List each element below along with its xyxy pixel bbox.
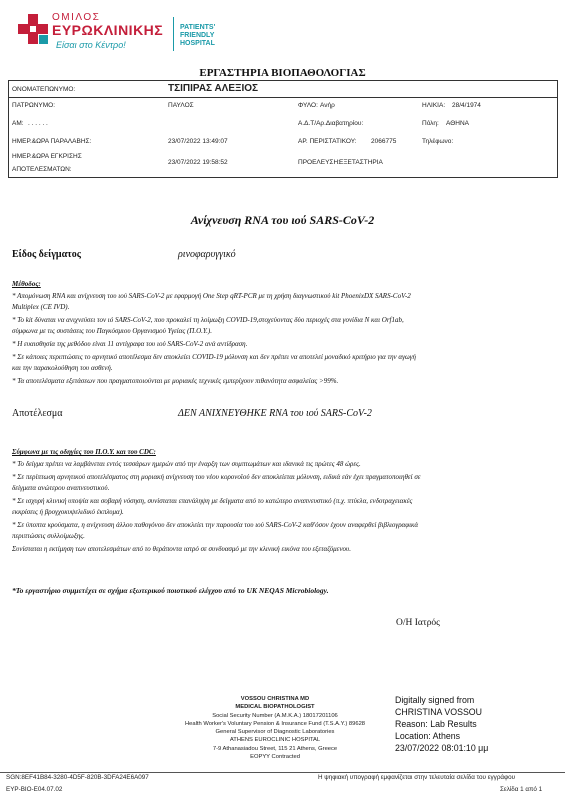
age-label: ΗΛΙΚΙΑ: <box>422 102 446 109</box>
guideline-line: * Σε περίπτωση αρνητικού αποτελέσματος στη μοριακή ανίχνευση του νέου κορονοϊού δεν αποκλείεται μόλυνση, ειδικά εάν έχει πραγματοποιηθεί σε <box>12 473 421 481</box>
guideline-line: Συνίσταται η εκτίμηση των αποτελεσμάτων από το θεράποντα ιατρό σε συνδυασμό με την κλινική εικόνα του εξεταζόμενου. <box>12 545 352 553</box>
incident-label: ΑΡ. ΠΕΡΙΣΤΑΤΙΚΟΥ: <box>298 138 357 145</box>
digital-signature <box>395 694 488 754</box>
specimen-value: ρινοφαρυγγικό <box>178 249 236 260</box>
signature-date: 23/07/2022 08:01:10 μμ <box>395 743 489 753</box>
guideline-line: περιπτώσεις συλλοίμωξης. <box>12 532 85 540</box>
stamp-role: General Supervisor of Diagnostic Laboratories <box>215 729 335 736</box>
method-heading: Μέθοδος: <box>12 280 41 288</box>
lab-title: ΕΡΓΑΣΤΗΡΙΑ ΒΙΟΠΑΘΟΛΟΓΙΑΣ <box>199 67 366 79</box>
phone-label: Τηλέφωνο: <box>422 138 454 145</box>
stamp-hospital: ATHENS EUROCLINIC HOSPITAL <box>229 737 321 744</box>
pfh-line-3: HOSPITAL <box>180 40 215 47</box>
stamp-address: 7-9 Athanasiadou Street, 115 21 Athens, Greece <box>212 745 338 752</box>
method-line: και την παρακολούθηση του ασθενή. <box>12 364 113 372</box>
guidelines-text <box>12 459 547 555</box>
signature-reason: Reason: Lab Results <box>395 719 477 729</box>
method-line: * Το kit δύναται να ανιχνεύσει τον ιό SARS-CoV-2, που προκαλεί τη λοίμωξη COVID-19,στοχεύοντας δύο περιοχές στα γονίδια N και Orf1ab, <box>12 316 404 324</box>
stamp-title: MEDICAL BIOPATHOLOGIST <box>235 704 315 711</box>
stamp-amka: Social Security Number (A.M.K.A.) 18017201106 <box>212 712 338 719</box>
specimen-label: Είδος δείγματος <box>12 249 81 260</box>
method-line: * Η ευαισθησία της μεθόδου είναι 11 αντίγραφα του ιού SARS-CoV-2 ανά αντίδραση. <box>12 340 248 348</box>
pfh-line-2: FRIENDLY <box>180 32 215 39</box>
footer-sgn: SGN:8EF41B84-3280-4D5F-820B-3DFA24E6A097 <box>6 774 149 781</box>
guideline-line: * Σε ισχυρή κλινική υποψία και σοβαρή νόσηση, συνίσταται επανάληψη με δείγματα από το κατώτερο αναπνευστικό (π.χ. πτύελα, ενδοτραχειακές <box>12 497 413 505</box>
brand-name: ΕΥΡΩΚΛΙΝΙΚΗΣ <box>52 22 164 38</box>
doctor-signature-label: Ο/Η Ιατρός <box>396 618 440 628</box>
guideline-line: * Το δείγμα πρέπει να λαμβάνεται εντός τεσσάρων ημερών από την έναρξη των συμπτωμάτων και ιδανικά τις πρώτες 48 ώρες. <box>12 460 361 468</box>
footer-divider <box>0 772 565 773</box>
brand-tagline: Είσαι στο Κέντρο! <box>56 40 126 50</box>
footer-page-number: Σελίδα 1 από 1 <box>500 786 543 793</box>
name-label: ΟΝΟΜΑΤΕΠΩΝΥΜΟ: <box>12 86 76 93</box>
footer-signature-note: Η ψηφιακή υπογραφή εμφανίζεται στην τελευταία σελίδα του εγγράφου <box>318 774 516 781</box>
result-label: Αποτέλεσμα <box>12 408 63 419</box>
am-value: . . . . . . <box>28 120 48 127</box>
guideline-line: * Σε ύποπτα κρούσματα, η ανίχνευση άλλου παθογόνου δεν αποκλείει την παρουσία του ιού SARS-CoV-2 καθ'όσον έχουν αναφερθεί βιβλιογραφικά <box>12 521 419 529</box>
signature-name: CHRISTINA VOSSOU <box>395 707 483 717</box>
method-line: * Απομόνωση RNA και ανίχνευση του ιού SARS-CoV-2 με εφαρμογή One Step qRT-PCR με τη χρήση διαγνωστικού kit PhoenixDX SARS-CoV-2 <box>12 292 411 300</box>
origin-label: ΠΡΟΕΛΕΥΣΗ: <box>298 159 340 166</box>
guidelines-heading: Σύμφωνα με τις οδηγίες του Π.Ο.Υ. και του CDC: <box>12 448 156 456</box>
city-label: Πόλη: <box>422 120 439 127</box>
age-value: 28/4/1974 <box>452 102 481 109</box>
father-value: ΠΑΥΛΟΣ <box>168 102 194 109</box>
receipt-label: ΗΜΕΡ.&ΩΡΑ ΠΑΡΑΛΑΒΗΣ: <box>12 138 92 145</box>
method-line: * Σε κάποιες περιπτώσεις το αρνητικό αποτέλεσμα δεν αποκλείει COVID-19 μόλυνση και δεν πρέπει να αποτελεί μοναδικό κριτήριο για την αγωγή <box>12 353 417 361</box>
patient-info-divider <box>8 97 558 98</box>
result-value: ΔΕΝ ΑΝΙΧΝΕΥΘΗΚΕ RNA του ιού SARS-CoV-2 <box>178 408 372 419</box>
am-label: ΑΜ: <box>12 120 24 127</box>
guideline-line: εκκρίσεις ή βρογχοκυψελιδικό έκπλυμα). <box>12 508 124 516</box>
neqas-note: *Το εργαστήριο συμμετέχει σε σχήμα εξωτερικού ποιοτικού ελέγχου από το UK NEQAS Microbiology. <box>12 586 329 595</box>
approval-label-1: ΗΜΕΡ.&ΩΡΑ ΕΓΚΡΙΣΗΣ <box>12 153 82 160</box>
doctor-stamp <box>150 695 400 761</box>
pfh-line-1: PATIENTS' <box>180 24 216 31</box>
brand-group-label: ΟΜΙΛΟΣ <box>52 12 101 23</box>
approval-label-2: ΑΠΟΤΕΛΕΣΜΑΤΩΝ: <box>12 166 72 173</box>
stamp-tsay: Health Worker's Voluntary Pension & Insurance Fund (T.S.A.Y.) 89628 <box>184 720 366 727</box>
footer-doc-code: EYP-BIO-E04.07.02 <box>6 786 63 793</box>
incident-value: 2066775 <box>371 138 397 145</box>
hospital-cross-logo-icon <box>18 14 48 44</box>
method-line: Multiplex (CE IVD). <box>12 303 70 311</box>
guideline-line: δείγματα ανώτερου αναπνευστικού. <box>12 484 110 492</box>
sex-label: ΦΥΛΟ: <box>298 102 318 109</box>
origin-value: ΕΞΕΤΑΣΤΗΡΙΑ <box>339 159 383 166</box>
signature-line: Digitally signed from <box>395 695 475 705</box>
stamp-eopyy: EOPYY Contracted <box>250 754 300 761</box>
id-label: Α.Δ.Τ/Αρ.Διαβατηρίου: <box>298 120 364 127</box>
father-label: ΠΑΤΡΩΝΥΜΟ: <box>12 102 56 109</box>
test-title: Ανίχνευση RNA του ιού SARS-CoV-2 <box>190 213 375 227</box>
method-text <box>12 291 547 387</box>
receipt-value: 23/07/2022 13:49:07 <box>168 138 228 145</box>
patient-name: ΤΣΙΠΙΡΑΣ ΑΛΕΞΙΟΣ <box>168 83 258 94</box>
approval-value: 23/07/2022 19:58:52 <box>168 159 228 166</box>
signature-location: Location: Athens <box>395 731 461 741</box>
method-line: σύμφωνα με τις συστάσεις του Παγκόσμιου Οργανισμού Υγείας (Π.Ο.Υ.). <box>12 327 212 335</box>
city-value: ΑΘΗΝΑ <box>446 120 469 127</box>
brand-divider <box>173 17 174 51</box>
sex-value: Ανήρ <box>320 102 335 109</box>
stamp-name: VOSSOU CHRISTINA MD <box>240 696 310 702</box>
method-line: * Τα αποτελέσματα εξετάσεων που πραγματοποιούνται με μοριακές τεχνικές εμπερίχουν πιθανότητα ασφαλείας >99%. <box>12 377 339 385</box>
patient-info-box <box>8 80 558 178</box>
patients-friendly-hospital-badge <box>180 24 215 48</box>
